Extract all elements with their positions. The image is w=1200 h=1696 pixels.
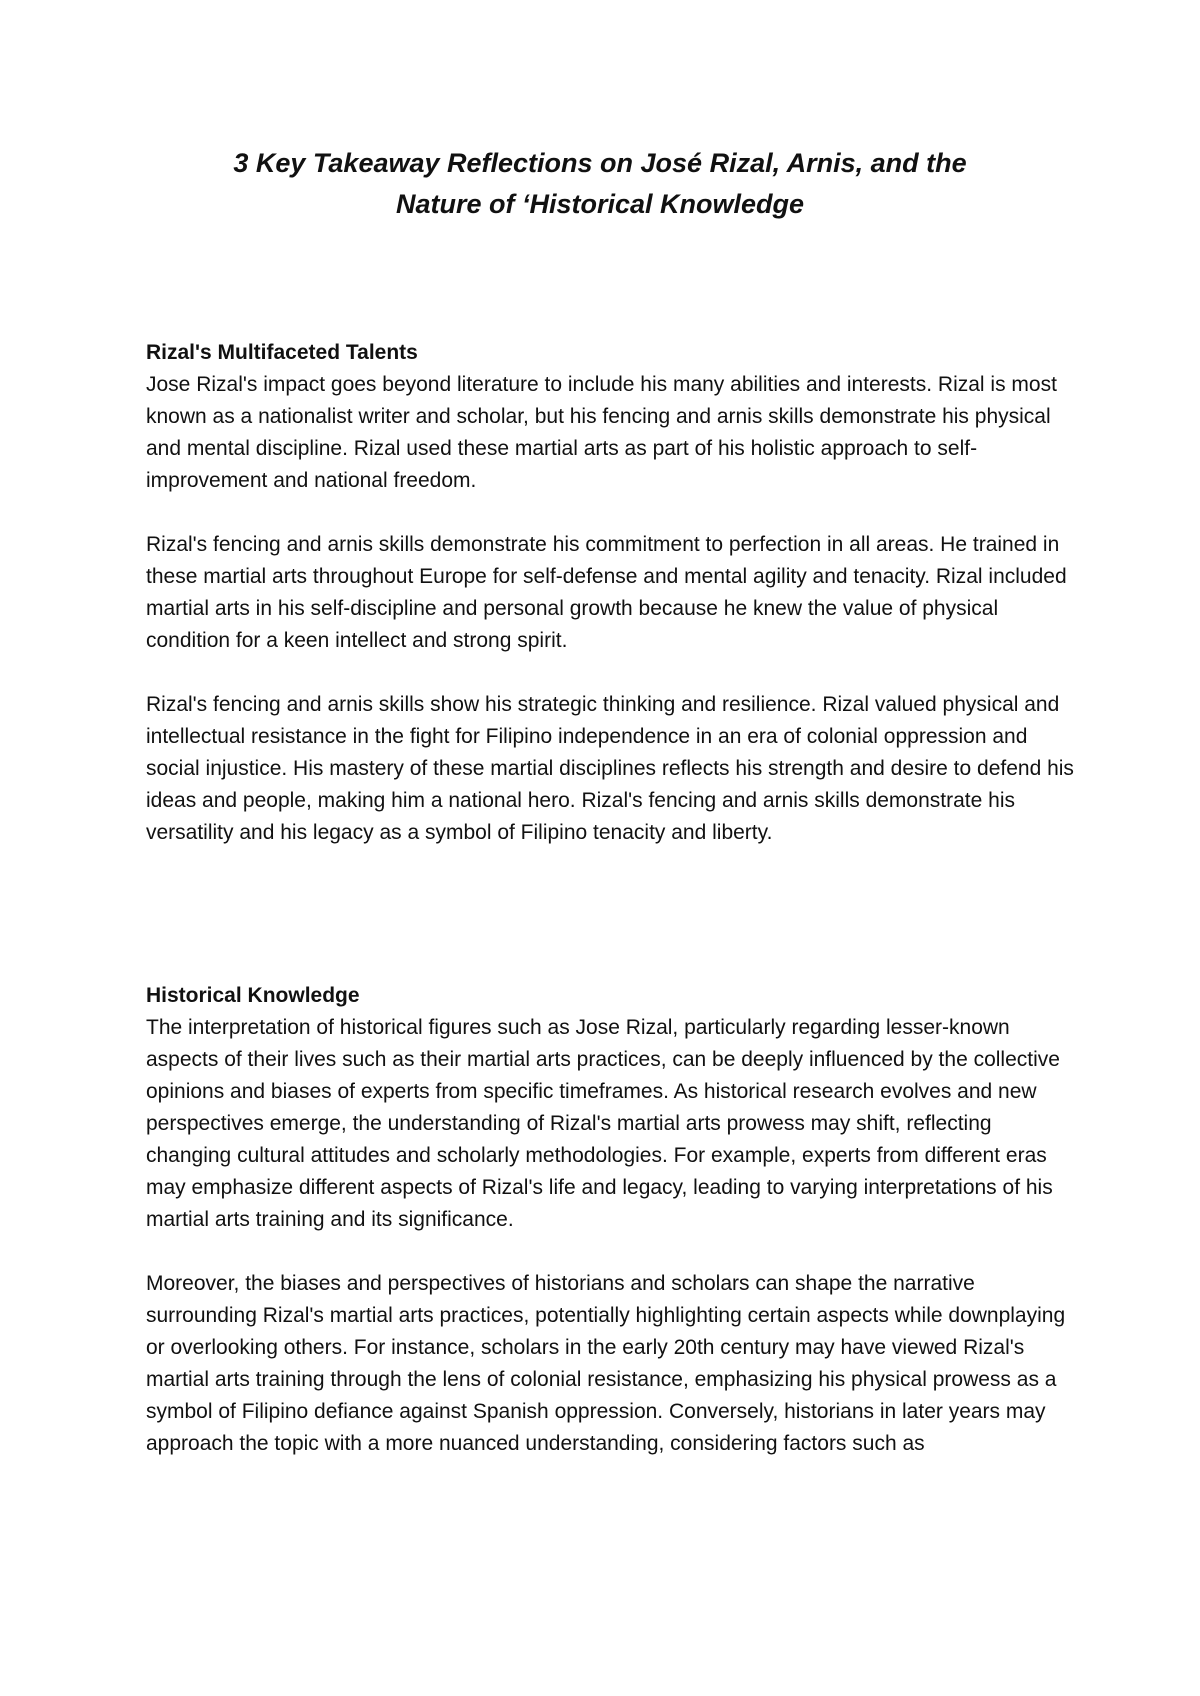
paragraph: Rizal's fencing and arnis skills demonstrate his commitment to perfection in all areas. He trained in these martial arts throughout Europe for self-defense and mental agility and tenacity. Rizal included martial arts in his self-discipline and personal growth because he knew the value of physical condition for a keen intellect and strong spirit. xyxy=(146,533,1067,652)
paragraph: The interpretation of historical figures such as Jose Rizal, particularly regarding lesser-known aspects of their lives such as their martial arts practices, can be deeply influenced by the collective opinions and biases of experts from specific timeframes. As historical research evolves and new perspectives emerge, the understanding of Rizal's martial arts prowess may shift, reflecting changing cultural attitudes and scholarly methodologies. For example, experts from different eras may emphasize different aspects of Rizal's life and legacy, leading to varying interpretations of his martial arts training and its significance. xyxy=(146,1016,1060,1231)
paragraph: Moreover, the biases and perspectives of historians and scholars can shape the narrative surrounding Rizal's martial arts practices, potentially highlighting certain aspects while downplaying or overlooking others. For instance, scholars in the early 20th century may have viewed Rizal's martial arts training through the lens of colonial resistance, emphasizing his physical prowess as a symbol of Filipino defiance against Spanish oppression. Conversely, historians in later years may approach the topic with a more nuanced understanding, considering factors such as xyxy=(146,1272,1066,1455)
section-heading: Rizal's Multifaceted Talents xyxy=(146,341,418,364)
paragraph: Rizal's fencing and arnis skills show his strategic thinking and resilience. Rizal valued physical and intellectual resistance in the fight for Filipino independence in an era of colonial oppression and social injustice. His mastery of these martial disciplines reflects his strength and desire to defend his ideas and people, making him a national hero. Rizal's fencing and arnis skills demonstrate his versatility and his legacy as a symbol of Filipino tenacity and liberty. xyxy=(146,693,1074,844)
section-multifaceted-talents xyxy=(146,337,1076,849)
title-line-2: Nature of ‘Historical Knowledge xyxy=(395,189,805,219)
document-title xyxy=(145,143,1055,225)
paragraph: Jose Rizal's impact goes beyond literature to include his many abilities and interests. Rizal is most known as a nationalist writer and scholar, but his fencing and arnis skills demonstrate his physical and mental discipline. Rizal used these martial arts as part of his holistic approach to self-improvement and national freedom. xyxy=(146,373,1057,492)
title-line-1: 3 Key Takeaway Reflections on José Rizal, Arnis, and the xyxy=(233,148,967,178)
section-historical-knowledge xyxy=(146,980,1076,1460)
section-heading: Historical Knowledge xyxy=(146,984,360,1007)
